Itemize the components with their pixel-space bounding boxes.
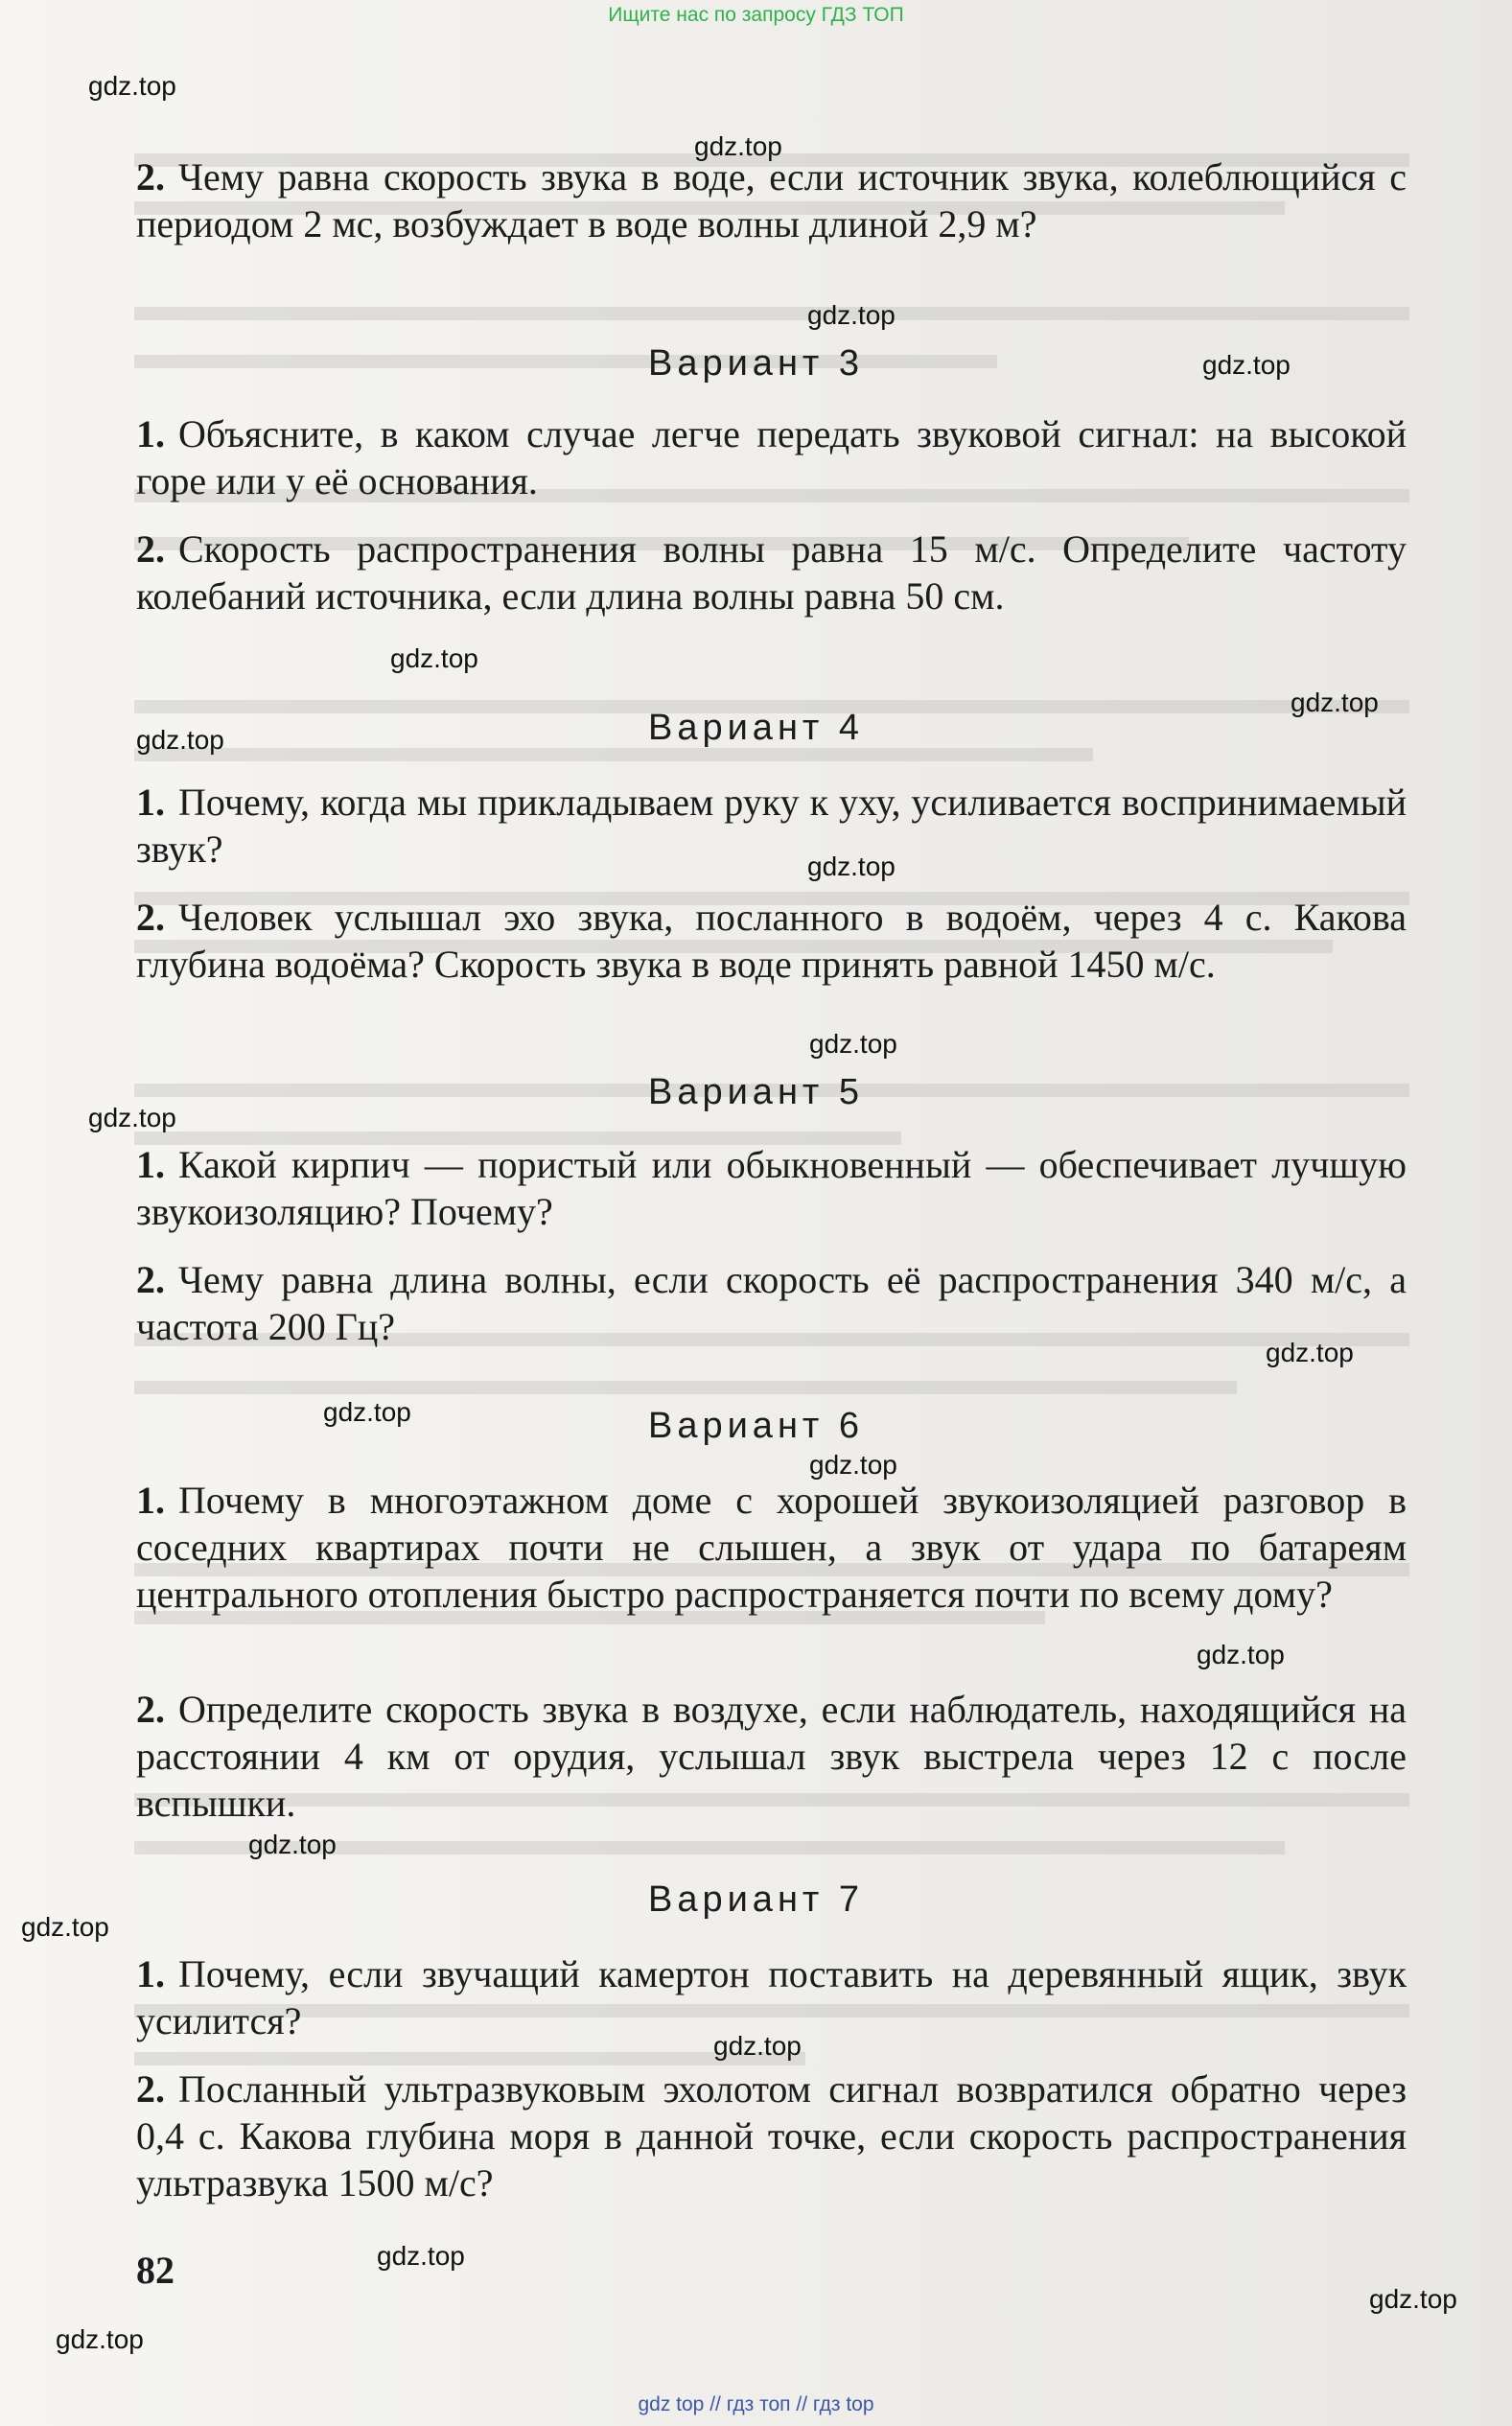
task-text: Почему, если звучащий камертон поставить на деревянный ящик, звук усилится? [136, 1952, 1407, 2042]
task-number: 2. [136, 2067, 165, 2111]
task-text: Почему в многоэтажном доме с хорошей звукоизоляцией разговор в соседних квартирах почти не слышен, а звук от удара по батареям центрального отопления быстро распространяется почти по всему дому? [136, 1479, 1407, 1616]
watermark: gdz.top [1202, 350, 1291, 380]
variant-4-heading: Вариант 4 [647, 708, 865, 748]
task-variant2-2 [136, 153, 1407, 247]
watermark: gdz.top [807, 851, 896, 881]
variant-6-heading: Вариант 6 [647, 1406, 865, 1446]
watermark: gdz.top [1291, 688, 1379, 717]
task-text: Человек услышал эхо звука, посланного в водоём, через 4 с. Какова глубина водоёма? Скорость звука в воде принять равной 1450 м/с. [136, 896, 1407, 986]
watermark: gdz.top [248, 1830, 337, 1859]
task-number: 1. [136, 412, 165, 455]
task-text: Чему равна длина волны, если скорость её распространения 340 м/с, а частота 200 Гц? [136, 1258, 1407, 1348]
task-number: 1. [136, 781, 165, 824]
variant-3-heading: Вариант 3 [647, 343, 865, 384]
task-text: Почему, когда мы прикладываем руку к уху, усиливается воспринимаемый звук? [136, 781, 1407, 871]
watermark: gdz.top [1369, 2284, 1457, 2314]
watermark: gdz.top [1197, 1640, 1285, 1669]
task-number: 2. [136, 896, 165, 939]
watermark: gdz.top [1266, 1338, 1354, 1367]
watermark: gdz.top [21, 1912, 109, 1942]
watermark: gdz.top [694, 131, 782, 161]
watermark: gdz.top [323, 1397, 411, 1427]
task-text: Чему равна скорость звука в воде, если источник звука, колеблющийся с периодом 2 мс, возбуждает в воде волны длиной 2,9 м? [136, 155, 1407, 245]
task-variant6-1 [136, 1477, 1407, 1618]
page-number: 82 [136, 2249, 174, 2292]
task-variant4-1 [136, 779, 1407, 873]
task-number: 2. [136, 155, 165, 198]
watermark: gdz.top [377, 2241, 465, 2271]
task-variant3-2 [136, 525, 1407, 619]
task-number: 1. [136, 1143, 165, 1186]
task-text: Определите скорость звука в воздухе, если наблюдатель, находящийся на расстоянии 4 км от орудия, услышал звук выстрела через 12 с после вспышки. [136, 1688, 1407, 1825]
watermark: gdz.top [807, 300, 896, 330]
task-number: 2. [136, 1688, 165, 1731]
task-number: 1. [136, 1952, 165, 1995]
watermark: gdz.top [136, 725, 224, 755]
variant-7-heading: Вариант 7 [647, 1879, 865, 1920]
task-variant6-2 [136, 1686, 1407, 1827]
watermark: gdz.top [713, 2031, 802, 2061]
task-variant5-1 [136, 1141, 1407, 1235]
top-banner[interactable]: Ищите нас по запросу ГДЗ ТОП [608, 4, 904, 26]
task-number: 2. [136, 527, 165, 571]
watermark: gdz.top [88, 71, 176, 101]
task-text: Объясните, в каком случае легче передать звуковой сигнал: на высокой горе или у её основания. [136, 412, 1407, 502]
task-number: 1. [136, 1479, 165, 1522]
watermark: gdz.top [88, 1103, 176, 1132]
watermark: gdz.top [56, 2324, 144, 2354]
task-variant7-2 [136, 2065, 1407, 2206]
task-text: Скорость распространения волны равна 15 м/с. Определите частоту колебаний источника, если длина волны равна 50 см. [136, 527, 1407, 618]
task-number: 2. [136, 1258, 165, 1301]
task-variant3-1 [136, 410, 1407, 504]
task-text: Посланный ультразвуковым эхолотом сигнал возвратился обратно через 0,4 с. Какова глубина моря в данной точке, если скорость распространения ультразвука 1500 м/с? [136, 2067, 1407, 2204]
watermark: gdz.top [390, 643, 478, 673]
variant-5-heading: Вариант 5 [647, 1072, 865, 1112]
task-variant4-2 [136, 894, 1407, 988]
bottom-banner[interactable]: gdz top // гдз топ // гдз top [638, 2393, 874, 2415]
watermark: gdz.top [809, 1450, 897, 1480]
task-text: Какой кирпич — пористый или обыкновенный — обеспечивает лучшую звукоизоляцию? Почему? [136, 1143, 1407, 1233]
task-variant5-2 [136, 1256, 1407, 1350]
watermark: gdz.top [809, 1029, 897, 1059]
